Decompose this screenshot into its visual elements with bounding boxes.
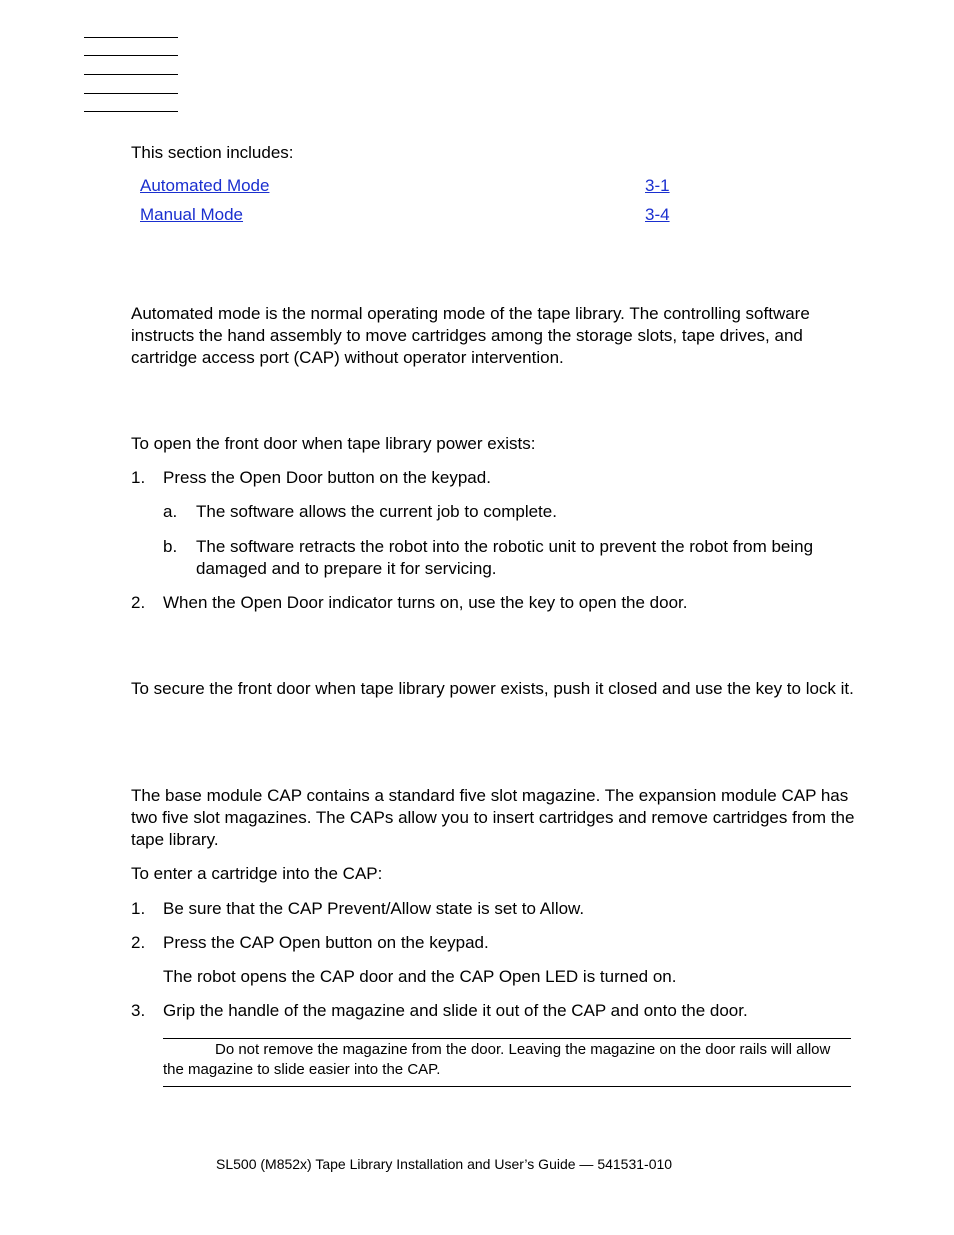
secure-door-paragraph: To secure the front door when tape library power exists, push it closed and use the key to lock it.: [131, 679, 854, 698]
header-rule-3: [84, 74, 178, 75]
section-intro: This section includes:: [131, 143, 294, 162]
page-footer: SL500 (M852x) Tape Library Installation and User’s Guide — 541531-010: [216, 1156, 673, 1172]
toc-link-manual-mode[interactable]: Manual Mode: [140, 205, 244, 224]
enter-cartridge-intro: To enter a cartridge into the CAP:: [131, 864, 383, 883]
cap-paragraph: The base module CAP contains a standard five slot magazine. The expansion module CAP has two five slot magazines. The CAPs allow you to insert cartridges and remove cartridges from the tape library.: [131, 786, 855, 849]
note-top-rule: [163, 1038, 851, 1039]
enter-cartridge-step1-number: 1.: [131, 899, 146, 918]
open-door-step2-number: 2.: [131, 593, 146, 612]
header-rule-4: [84, 93, 178, 94]
open-door-step1: Press the Open Door button on the keypad.: [163, 468, 491, 487]
toc-link-automated-mode[interactable]: Automated Mode: [140, 176, 270, 195]
enter-cartridge-step2-result: The robot opens the CAP door and the CAP Open LED is turned on.: [163, 967, 677, 986]
note-bottom-rule: [163, 1086, 851, 1087]
enter-cartridge-step2: Press the CAP Open button on the keypad.: [163, 933, 489, 952]
note-text: Do not remove the magazine from the door. Leaving the magazine on the door rails will allow the magazine to slide easier into the CAP.: [163, 1041, 831, 1078]
enter-cartridge-step3-number: 3.: [131, 1001, 146, 1020]
toc-page-manual-mode[interactable]: 3-4: [645, 205, 670, 224]
open-door-intro: To open the front door when tape library power exists:: [131, 434, 536, 453]
open-door-step1b-letter: b.: [163, 537, 178, 556]
open-door-step1b: The software retracts the robot into the robotic unit to prevent the robot from being damaged and to prepare it for servicing.: [196, 537, 814, 578]
header-rule-2: [84, 55, 178, 56]
enter-cartridge-step1: Be sure that the CAP Prevent/Allow state is set to Allow.: [163, 899, 585, 918]
enter-cartridge-step3: Grip the handle of the magazine and slide it out of the CAP and onto the door.: [163, 1001, 748, 1020]
header-rule-1: [84, 37, 178, 38]
open-door-step2: When the Open Door indicator turns on, use the key to open the door.: [163, 593, 688, 612]
header-rule-5: [84, 111, 178, 112]
open-door-step1a-letter: a.: [163, 502, 178, 521]
toc-page-automated-mode[interactable]: 3-1: [645, 176, 670, 195]
enter-cartridge-step2-number: 2.: [131, 933, 146, 952]
automated-mode-paragraph: Automated mode is the normal operating mode of the tape library. The controlling software instructs the hand assembly to move cartridges among the storage slots, tape drives, and cartridge access port (CAP) without operator intervention.: [131, 304, 810, 367]
open-door-step1-number: 1.: [131, 468, 146, 487]
open-door-step1a: The software allows the current job to complete.: [196, 502, 557, 521]
